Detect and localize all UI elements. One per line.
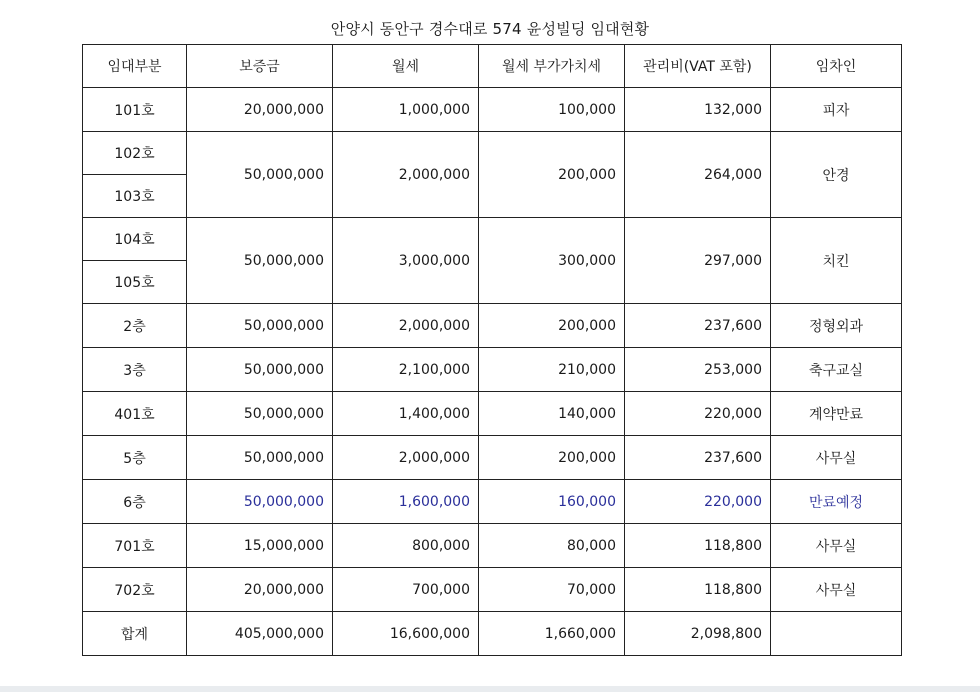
rent-cell: 2,000,000 xyxy=(333,132,479,218)
deposit-cell: 50,000,000 xyxy=(187,480,333,524)
tenant-cell: 사무실 xyxy=(771,436,902,480)
tenant-cell: 정형외과 xyxy=(771,304,902,348)
tenant-cell: 축구교실 xyxy=(771,348,902,392)
table-row xyxy=(83,348,902,392)
rent-cell: 3,000,000 xyxy=(333,218,479,304)
rent-cell: 700,000 xyxy=(333,568,479,612)
deposit-cell: 50,000,000 xyxy=(187,218,333,304)
total-fee-cell: 2,098,800 xyxy=(625,612,771,656)
vat-cell: 160,000 xyxy=(479,480,625,524)
unit-cell: 701호 xyxy=(83,524,187,568)
table-row xyxy=(83,88,902,132)
header-rent: 월세 xyxy=(333,45,479,88)
header-rent-vat: 월세 부가가치세 xyxy=(479,45,625,88)
viewer-bottom-edge xyxy=(0,686,980,692)
unit-cell: 3층 xyxy=(83,348,187,392)
unit-cell: 702호 xyxy=(83,568,187,612)
table-header-row xyxy=(83,45,902,88)
unit-cell: 105호 xyxy=(83,261,187,304)
vat-cell: 210,000 xyxy=(479,348,625,392)
tenant-cell: 피자 xyxy=(771,88,902,132)
deposit-cell: 20,000,000 xyxy=(187,88,333,132)
table-row xyxy=(83,568,902,612)
unit-cell: 2층 xyxy=(83,304,187,348)
deposit-cell: 50,000,000 xyxy=(187,436,333,480)
deposit-cell: 50,000,000 xyxy=(187,348,333,392)
unit-cell: 6층 xyxy=(83,480,187,524)
deposit-cell: 20,000,000 xyxy=(187,568,333,612)
header-management-fee: 관리비(VAT 포함) xyxy=(625,45,771,88)
table-row xyxy=(83,218,902,261)
table-row xyxy=(83,436,902,480)
header-tenant: 임차인 xyxy=(771,45,902,88)
total-rent-cell: 16,600,000 xyxy=(333,612,479,656)
unit-cell: 101호 xyxy=(83,88,187,132)
tenant-cell: 사무실 xyxy=(771,568,902,612)
unit-cell: 401호 xyxy=(83,392,187,436)
tenant-cell: 만료예정 xyxy=(771,480,902,524)
vat-cell: 140,000 xyxy=(479,392,625,436)
vat-cell: 300,000 xyxy=(479,218,625,304)
total-vat-cell: 1,660,000 xyxy=(479,612,625,656)
lease-status-table xyxy=(82,44,902,656)
table-row xyxy=(83,304,902,348)
deposit-cell: 50,000,000 xyxy=(187,132,333,218)
vat-cell: 70,000 xyxy=(479,568,625,612)
rent-cell: 1,400,000 xyxy=(333,392,479,436)
header-deposit: 보증금 xyxy=(187,45,333,88)
fee-cell: 132,000 xyxy=(625,88,771,132)
rent-cell: 2,000,000 xyxy=(333,436,479,480)
fee-cell: 220,000 xyxy=(625,392,771,436)
unit-cell: 5층 xyxy=(83,436,187,480)
fee-cell: 237,600 xyxy=(625,304,771,348)
vat-cell: 80,000 xyxy=(479,524,625,568)
total-label-cell: 합계 xyxy=(83,612,187,656)
total-deposit-cell: 405,000,000 xyxy=(187,612,333,656)
fee-cell: 118,800 xyxy=(625,568,771,612)
fee-cell: 118,800 xyxy=(625,524,771,568)
deposit-cell: 50,000,000 xyxy=(187,304,333,348)
table-row xyxy=(83,132,902,175)
rent-cell: 1,000,000 xyxy=(333,88,479,132)
vat-cell: 200,000 xyxy=(479,304,625,348)
fee-cell: 220,000 xyxy=(625,480,771,524)
total-tenant-cell xyxy=(771,612,902,656)
fee-cell: 253,000 xyxy=(625,348,771,392)
vat-cell: 200,000 xyxy=(479,132,625,218)
deposit-cell: 50,000,000 xyxy=(187,392,333,436)
fee-cell: 264,000 xyxy=(625,132,771,218)
table-row-highlighted xyxy=(83,480,902,524)
unit-cell: 104호 xyxy=(83,218,187,261)
rent-cell: 2,100,000 xyxy=(333,348,479,392)
vat-cell: 100,000 xyxy=(479,88,625,132)
unit-cell: 102호 xyxy=(83,132,187,175)
table-total-row xyxy=(83,612,902,656)
fee-cell: 297,000 xyxy=(625,218,771,304)
tenant-cell: 사무실 xyxy=(771,524,902,568)
tenant-cell: 계약만료 xyxy=(771,392,902,436)
fee-cell: 237,600 xyxy=(625,436,771,480)
tenant-cell: 안경 xyxy=(771,132,902,218)
vat-cell: 200,000 xyxy=(479,436,625,480)
table-row xyxy=(83,524,902,568)
table-row xyxy=(83,392,902,436)
header-unit: 임대부분 xyxy=(83,45,187,88)
unit-cell: 103호 xyxy=(83,175,187,218)
document-title: 안양시 동안구 경수대로 574 윤성빌딩 임대현황 xyxy=(330,20,650,38)
rent-cell: 800,000 xyxy=(333,524,479,568)
deposit-cell: 15,000,000 xyxy=(187,524,333,568)
tenant-cell: 치킨 xyxy=(771,218,902,304)
rent-cell: 1,600,000 xyxy=(333,480,479,524)
rent-cell: 2,000,000 xyxy=(333,304,479,348)
